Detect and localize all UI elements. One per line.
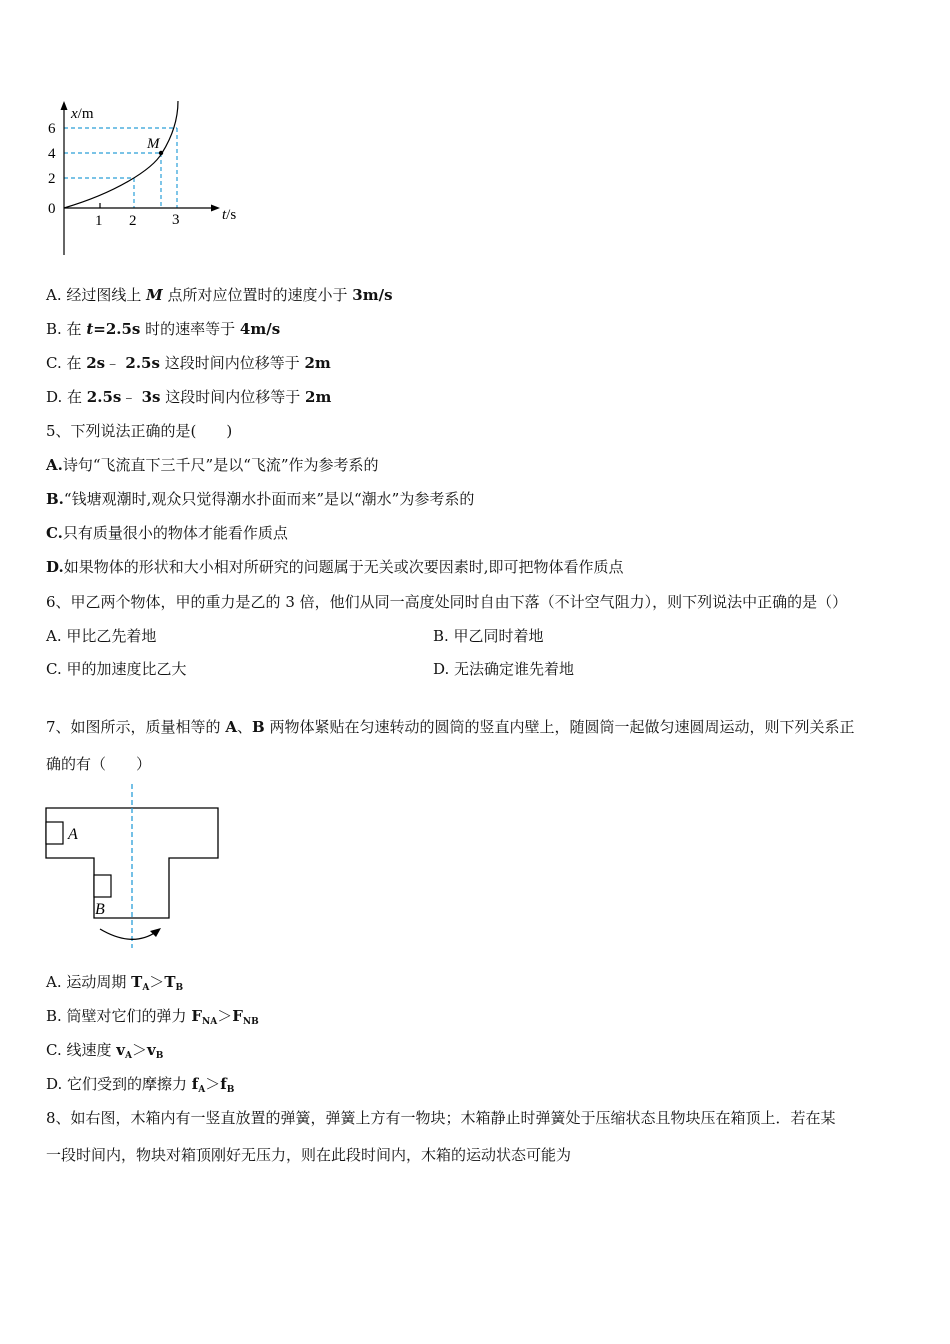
xt-graph <box>40 95 260 260</box>
x-axis-arrow <box>211 205 220 212</box>
q6-stem: 6、甲乙两个物体，甲的重力是乙的 3 倍，他们从同一高度处同时自由下落（不计空气阻力），则下列说法中正确的是（） <box>46 593 848 611</box>
svg-text:2: 2 <box>129 213 137 229</box>
q4-option-c: C. 在 2s﹣ 2.5s 这段时间内位移等于 2m <box>46 354 331 372</box>
q7-stem-line1: 7、如图所示，质量相等的 A、B 两物体紧贴在匀速转动的圆筒的竖直内壁上，随圆筒一起做匀速圆周运动，则下列关系正 <box>46 718 855 736</box>
q7-option-a: A. 运动周期 $T_A>T_B$ <box>46 973 184 993</box>
q5-option-b: B.“钱塘观潮时,观众只觉得潮水扑面而来”是以“潮水”为参考系的 <box>46 490 475 508</box>
q4-option-a: A. 经过图线上 M 点所对应位置时的速度小于 3m/s <box>46 286 393 304</box>
svg-text:3: 3 <box>172 212 180 228</box>
q5-stem: 5、下列说法正确的是( ) <box>46 422 233 440</box>
q7-option-b: B. 筒壁对它们的弹力 $F_{NA}>F_{NB}$ <box>46 1007 259 1027</box>
q8-stem-line1: 8、如右图，木箱内有一竖直放置的弹簧，弹簧上方有一物块；木箱静止时弹簧处于压缩状态且物块压在箱顶上．若在某 <box>46 1109 836 1127</box>
q6-option-b: B. 甲乙同时着地 <box>433 627 544 645</box>
svg-text:4: 4 <box>48 146 56 162</box>
q5-option-d: D.如果物体的形状和大小相对所研究的问题属于无关或次要因素时,即可把物体看作质点 <box>46 558 624 576</box>
q4-option-d: D. 在 2.5s﹣ 3s 这段时间内位移等于 2m <box>46 388 332 406</box>
q4-option-b: B. 在 t=2.5s 时的速率等于 4m/s <box>46 320 281 338</box>
q5-option-a: A.诗句“飞流直下三千尺”是以“飞流”作为参考系的 <box>46 456 379 474</box>
q7-stem-line2: 确的有（ ） <box>46 755 152 773</box>
cylinder-figure <box>40 782 230 952</box>
svg-text:M: M <box>147 136 160 152</box>
svg-text:2: 2 <box>48 171 56 187</box>
q5-option-c: C.只有质量很小的物体才能看作质点 <box>46 524 288 542</box>
q6-option-c: C. 甲的加速度比乙大 <box>46 660 187 678</box>
q6-option-d: D. 无法确定谁先着地 <box>433 660 575 678</box>
q7-option-d: D. 它们受到的摩擦力 $f_A>f_B$ <box>46 1075 235 1095</box>
svg-text:A: A <box>68 826 78 843</box>
block-b <box>94 875 111 897</box>
svg-text:x/m: x/m <box>71 106 94 122</box>
block-a <box>46 822 63 844</box>
svg-text:t/s: t/s <box>222 207 237 223</box>
rotation-arrow <box>100 929 156 939</box>
svg-text:B: B <box>95 901 105 918</box>
rotation-arrowhead <box>150 928 161 937</box>
svg-text:1: 1 <box>95 213 103 229</box>
q6-option-a: A. 甲比乙先着地 <box>46 627 157 645</box>
q8-stem-line2: 一段时间内，物块对箱顶刚好无压力，则在此段时间内，木箱的运动状态可能为 <box>46 1146 572 1164</box>
y-axis-arrow <box>61 101 68 110</box>
svg-text:6: 6 <box>48 121 56 137</box>
q7-option-c: C. 线速度 $v_A>v_B$ <box>46 1041 164 1061</box>
svg-text:0: 0 <box>48 201 56 217</box>
